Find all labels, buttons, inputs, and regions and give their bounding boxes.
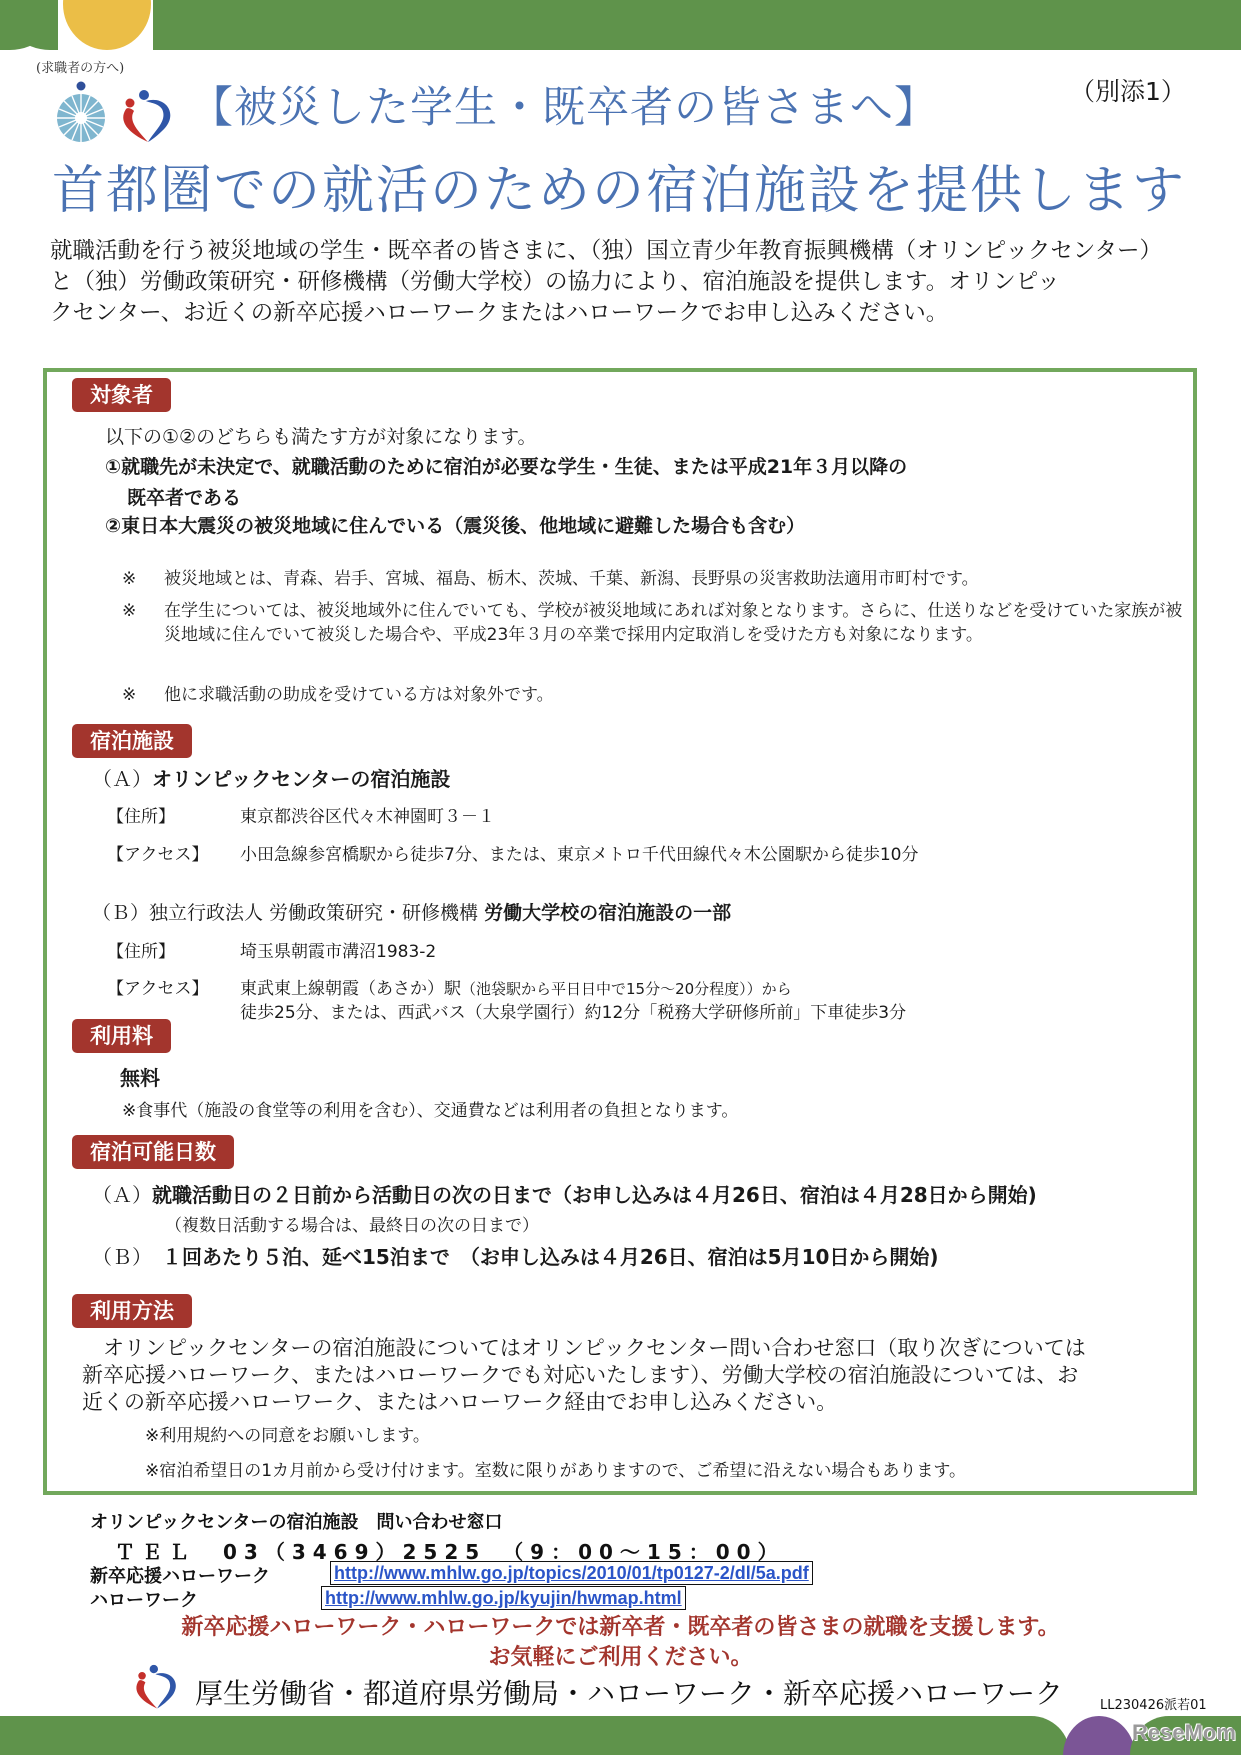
attachment-label: （別添1） (1070, 77, 1186, 106)
facility-b-prefix: （Ｂ）独立行政法人 労働政策研究・研修機構 (92, 902, 485, 924)
resemom-watermark: ReseMom (1132, 1720, 1236, 1745)
stay-days-a-sub: （複数日活動する場合は、最終日の次の日まで） (165, 1216, 539, 1236)
usage-line: オリンピックセンターの宿泊施設についてはオリンピックセンター問い合わせ窓口（取り次ぎについては (82, 1336, 1086, 1360)
intro-line: と（独）労働政策研究・研修機構（労働大学校）の協力により、宿泊施設を提供します。オリンピッ (50, 269, 1060, 295)
section-tag-fee: 利用料 (72, 1019, 171, 1053)
facility-a-address-label: 【住所】 (107, 807, 175, 827)
eligibility-lead: 以下の①②のどちらも満たす方が対象になります。 (105, 426, 537, 448)
chrysanthemum-crest-icon (52, 80, 110, 144)
facility-a-access: 小田急線参宮橋駅から徒歩7分、または、東京メトロ千代田線代々木公園駅から徒歩10分 (240, 845, 919, 865)
support-message-line1: 新卒応援ハローワーク・ハローワークでは新卒者・既卒者の皆さまの就職を支援します。 (181, 1615, 1060, 1640)
audience-label: (求職者の方へ) (36, 61, 125, 76)
title-line-2: 首都圏での就活のための宿泊施設を提供します (52, 161, 1187, 221)
eligibility-condition-1-cont: 既卒者である (127, 487, 242, 509)
stay-days-b (92, 1241, 939, 1270)
stay-days-a-text: 就職活動日の２日前から活動日の次の日まで（お申し込みは４月26日、宿泊は４月28日から開始) (152, 1183, 1037, 1207)
contact-title: オリンピックセンターの宿泊施設 問い合わせ窓口 (90, 1512, 503, 1533)
facility-a-heading (92, 763, 450, 792)
link-new-grad-hellowork[interactable]: http://www.mhlw.go.jp/topics/2010/01/tp0127-2/dl/5a.pdf (330, 1561, 813, 1585)
facility-b-name: 労働大学校の宿泊施設の一部 (484, 902, 732, 924)
section-tag-eligibility: 対象者 (72, 378, 171, 412)
usage-line: 新卒応援ハローワーク、またはハローワークでも対応いたします）、労働大学校の宿泊施設については、お (82, 1363, 1079, 1387)
section-tag-stay-days: 宿泊可能日数 (72, 1135, 234, 1169)
facility-b-access-station: 東武東上線朝霞（あさか）駅 (240, 979, 461, 999)
intro-line: クセンター、お近くの新卒応援ハローワークまたはハローワークでお申し込みください。 (50, 300, 949, 326)
note-mark: ※ (122, 569, 137, 589)
stay-days-b-text: １回あたり５泊、延べ15泊まで （お申し込みは４月26日、宿泊は5月10日から開始) (162, 1245, 939, 1269)
section-tag-facilities: 宿泊施設 (72, 724, 192, 758)
note-mark: ※ (122, 601, 137, 621)
footer-organizations: 厚生労働省・都道府県労働局・ハローワーク・新卒応援ハローワーク (195, 1677, 1064, 1710)
facility-a-address: 東京都渋谷区代々木神園町３－１ (240, 807, 495, 827)
mhlw-logo-icon (132, 1660, 184, 1710)
facility-b-access-line1 (240, 974, 792, 999)
facility-b-address-label: 【住所】 (107, 942, 175, 962)
facility-b-access-label: 【アクセス】 (107, 979, 209, 999)
note-mark: ※ (122, 685, 137, 705)
note-text: 他に求職活動の助成を受けている方は対象外です。 (164, 685, 554, 705)
eligibility-condition-2: ②東日本大震災の被災地域に住んでいる（震災後、他地域に避難した場合も含む） (105, 515, 806, 537)
link-label-new-grad-hellowork: 新卒応援ハローワーク (90, 1566, 270, 1587)
eligibility-note (122, 599, 1182, 671)
contact-phone: ＴＥＬ 03（3469）2525 （9：00～15：00） (115, 1540, 785, 1564)
facility-b-access-line2: 徒歩25分、または、西武バス（大泉学園行）約12分「税務大学研修所前」下車徒歩3分 (240, 1003, 907, 1023)
usage-line: 近くの新卒応援ハローワーク、またはハローワーク経由でお申し込みください。 (82, 1390, 838, 1414)
facility-b-address: 埼玉県朝霞市溝沼1983-2 (240, 942, 437, 962)
facility-b-access-note: （池袋駅から平日日中で15分～20分程度））から (461, 980, 792, 998)
link-hellowork-map[interactable]: http://www.mhlw.go.jp/kyujin/hwmap.html (321, 1586, 686, 1610)
top-green-band (0, 0, 1241, 50)
usage-note-2: ※宿泊希望日の1カ月前から受け付けます。室数に限りがありますので、ご希望に沿えない場合もあります。 (145, 1461, 966, 1481)
facility-a-prefix: （Ａ） (92, 767, 152, 791)
facility-a-name: オリンピックセンターの宿泊施設 (152, 767, 451, 791)
fee-note: ※食事代（施設の食堂等の利用を含む）、交通費などは利用者の負担となります。 (122, 1101, 739, 1121)
support-message-line2: お気軽にご利用ください。 (488, 1645, 753, 1670)
document-code: LL230426派若01 (1100, 1698, 1207, 1713)
stay-days-a-prefix: （Ａ） (92, 1183, 152, 1207)
usage-note-1: ※利用規約への同意をお願いします。 (145, 1426, 430, 1446)
eligibility-condition-1: ①就職先が未決定で、就職活動のために宿泊が必要な学生・生徒、または平成21年３月以降の (105, 456, 908, 478)
intro-paragraph (50, 236, 1200, 329)
note-text: 被災地域とは、青森、岩手、宮城、福島、栃木、茨城、千葉、新潟、長野県の災害救助法適用市町村です。 (164, 569, 979, 589)
purple-circle-decoration (1063, 1716, 1135, 1755)
fee-value: 無料 (120, 1066, 160, 1090)
bottom-green-band (0, 1716, 1070, 1755)
stay-days-a (92, 1179, 1037, 1208)
title-line-1: 【被災した学生・既卒者の皆さまへ】 (190, 83, 938, 133)
usage-paragraph (82, 1335, 1086, 1416)
link-label-hellowork: ハローワーク (90, 1590, 198, 1611)
stay-days-b-prefix: （Ｂ） (92, 1245, 152, 1269)
note-text: 在学生については、被災地域外に住んでいても、学校が被災地域にあれば対象となります。さらに、仕送りなどを受けていた家族が被災地域に住んでいて被災した場合や、平成23年３月の卒業で採用内定取消しを受けた方も対象になります。 (164, 601, 1183, 645)
section-tag-usage: 利用方法 (72, 1294, 192, 1328)
intro-line: 就職活動を行う被災地域の学生・既卒者の皆さまに、（独）国立青少年教育振興機構（オリンピックセンター） (50, 238, 1162, 264)
eligibility-note (122, 683, 1182, 707)
facility-b-heading (92, 898, 731, 925)
mhlw-logo-icon (118, 85, 180, 143)
facility-a-access-label: 【アクセス】 (107, 845, 209, 865)
eligibility-note (122, 567, 1182, 591)
